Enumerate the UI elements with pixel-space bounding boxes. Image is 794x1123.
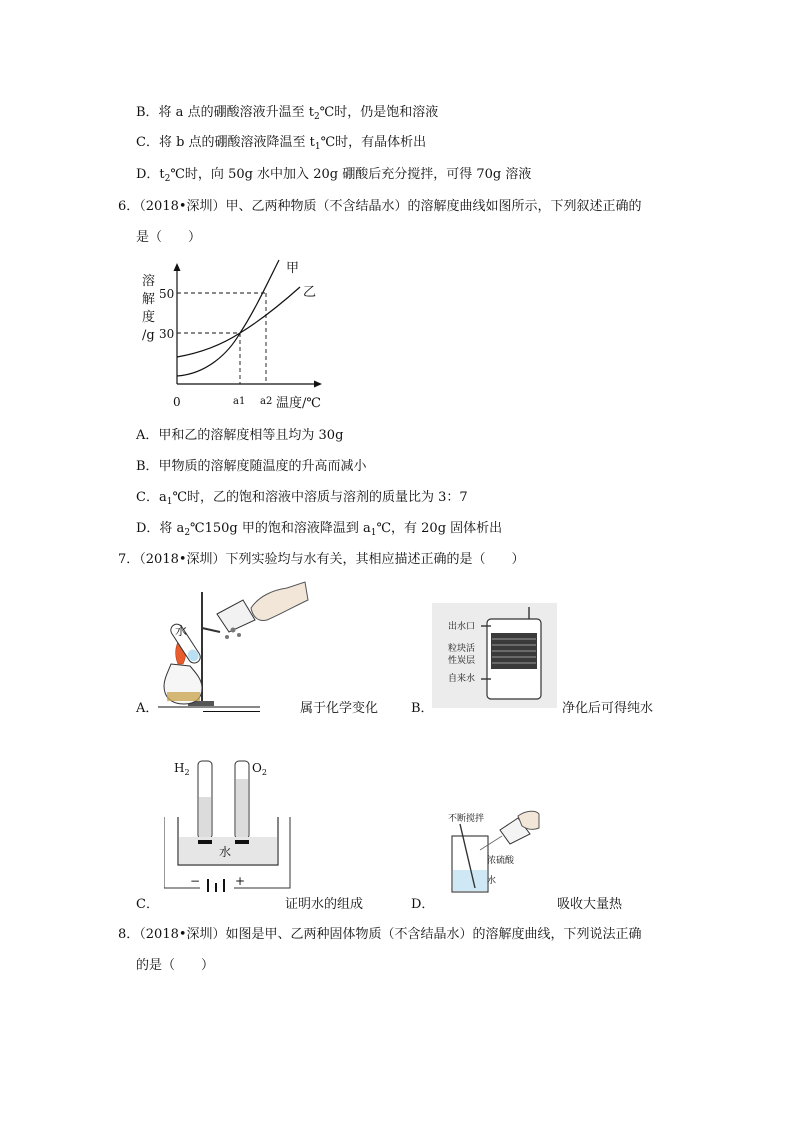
beaker-water [453,870,487,891]
subscript: 2 [184,528,191,538]
q7-figure-c [164,757,292,892]
q6-stem-line2: 是（ ） [136,230,202,245]
q6-option-c-text: C．a [136,490,167,505]
carbon-label-2: 性炭层 [448,656,476,666]
subscript: 1 [166,497,173,507]
q7-option-c-label: C． [136,897,159,912]
q6-stem-line1: 6．（2018•深圳）甲、乙两种物质（不含结晶水）的溶解度曲线如图所示，下列叙述正确的 [118,199,642,214]
origin-label: 0 [173,395,181,409]
crystal-dot [225,635,229,639]
tube-o2-water [236,779,248,837]
q7-option-b-desc: 净化后可得纯水 [562,701,654,716]
q6-option-d-text: D．将 a [136,521,185,536]
clamp-arm [202,628,220,632]
q7-option-d-label: D． [411,897,435,912]
q8-stem-line2: 的是（ ） [136,958,215,973]
q7-option-a-desc: 属于化学变化 [300,701,379,716]
curve-yi [177,287,300,357]
curve-jia-label: 甲 [286,261,300,276]
ylabel-2: 解 [142,292,156,307]
stir-label: 不断搅拌 [448,814,485,824]
outlet-label: 出水口 [448,622,476,632]
q7-option-b-label: B． [411,701,434,716]
q6-option-d-text-mid: ℃150g 甲的饱和溶液降温到 a [190,521,371,536]
q7-option-c-desc: 证明水的组成 [285,897,364,912]
subscript: 1 [314,142,321,152]
crystal-dot [237,633,241,637]
q6-option-a: A．甲和乙的溶解度相等且均为 30g [136,428,344,443]
q5-option-b-text-end: ℃时，仍是饱和溶液 [319,105,439,120]
tick-a1: a1 [233,396,246,407]
water-label: 水 [487,876,497,886]
tick-50: 50 [159,287,175,301]
electrode-left [198,840,212,844]
water-label: 水 [219,845,232,859]
q7-figure-b [432,603,557,708]
subscript: 2 [313,112,320,122]
q6-option-c-text-end: ℃时，乙的饱和溶液中溶质与溶剂的质量比为 3：7 [172,490,468,505]
paper-slip [217,600,255,632]
x-axis-arrow [314,381,322,388]
q5-option-b-text: B．将 a 点的硼酸溶液升温至 t [136,105,314,120]
curve-yi-label: 乙 [303,285,317,300]
q6-option-b: B．甲物质的溶解度随温度的升高而减小 [136,459,367,474]
q7-figure-a [155,580,310,712]
curve-jia [177,260,279,376]
hand [251,582,308,621]
q5-option-c [136,134,426,156]
q7-a-baseline [203,711,260,712]
y-axis-arrow [174,263,181,271]
acid-label: 浓硫酸 [487,856,515,866]
ylabel-4: /g [142,328,155,343]
q8-stem-line1: 8．（2018•深圳）如图是甲、乙两种固体物质（不含结晶水）的溶解度曲线，下列说法正确 [118,927,642,942]
q7-option-d-desc: 吸收大量热 [557,897,623,912]
q5-option-c-text: C．将 b 点的硼酸溶液降温至 t [136,135,315,150]
q6-solubility-graph [136,254,336,414]
water-label: 水 [175,624,188,638]
subscript: 2 [164,174,171,184]
tick-30: 30 [159,327,175,341]
tick-a2: a2 [260,396,273,407]
o2-label: $O_2$ [252,761,267,777]
x-axis-label: 温度/℃ [276,396,321,411]
ylabel-3: 度 [142,310,156,325]
q7-figure-d [440,810,540,895]
crystal-dot [231,628,236,633]
q5-option-c-text-end: ℃时，有晶体析出 [320,135,427,150]
q6-option-c [136,489,468,511]
q7-option-a-label: A． [136,701,159,716]
plus-label: + [235,874,246,888]
electrode-right [235,840,249,844]
inlet-label: 自来水 [448,674,476,684]
q5-option-d-text-end: ℃时，向 50g 水中加入 20g 硼酸后充分搅拌，可得 70g 溶液 [170,167,532,182]
lamp-fuel [167,692,200,701]
tube-h2-water [199,797,211,837]
minus-label: − [190,874,201,888]
q5-option-b [136,104,438,126]
q6-option-d-text-end: ℃，有 20g 固体析出 [376,521,503,536]
subscript: 1 [370,528,377,538]
q5-option-d-text: D．t [136,167,165,182]
carbon-label-1: 粒块活 [448,644,476,654]
h2-label: $H_2$ [174,761,190,777]
q6-option-d [136,520,502,542]
ylabel-1: 溶 [142,274,156,289]
q7-stem: 7．（2018•深圳）下列实验均与水有关，其相应描述正确的是（ ） [118,552,525,567]
q5-option-d [136,166,531,188]
